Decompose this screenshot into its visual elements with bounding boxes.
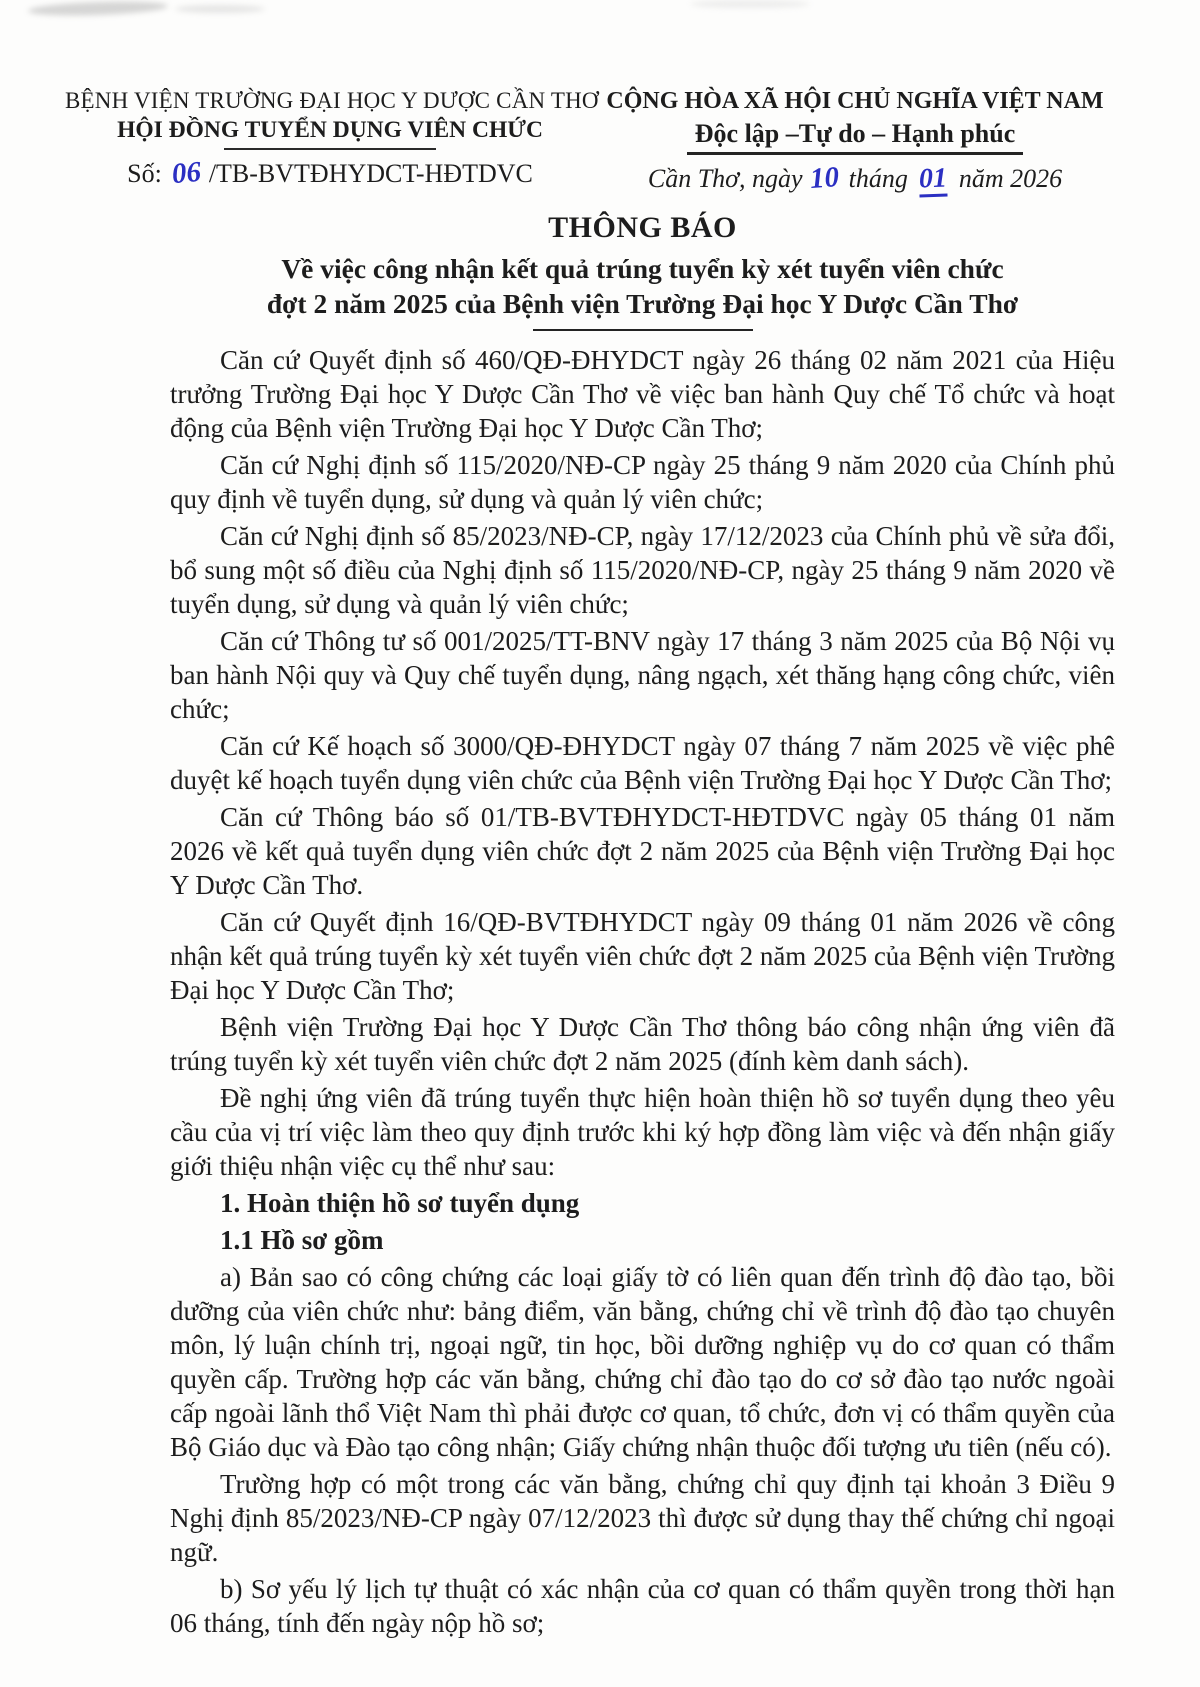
national-motto: Độc lập –Tự do – Hạnh phúc bbox=[687, 119, 1023, 155]
body-paragraph: Căn cứ Thông báo số 01/TB-BVTĐHYDCT-HĐTDVC ngày 05 tháng 01 năm 2026 về kết quả tuyển dụng viên chức đợt 2 năm 2025 của Bệnh viện Trường Đại học Y Dược Cần Thơ. bbox=[170, 802, 1115, 900]
document-header bbox=[65, 88, 1115, 197]
body-paragraph: Bệnh viện Trường Đại học Y Dược Cần Thơ thông báo công nhận ứng viên đã trúng tuyển kỳ xét tuyển viên chức đợt 2 năm 2025 (đính kèm danh sách). bbox=[170, 1012, 1115, 1076]
body-paragraph: a) Bản sao có công chứng các loại giấy tờ có liên quan đến trình độ đào tạo, bồi dưỡng của viên chức như: bảng điểm, văn bằng, chứng chỉ về trình độ đào tạo chuyên môn, lý luận chính trị, ngoại ngữ, tin học, bồi dưỡng nghiệp vụ do cơ quan có thẩm quyền cấp. Trường hợp các văn bằng, chứng chỉ đào tạo do cơ sở đào tạo nước ngoài cấp ngoài lãnh thổ Việt Nam thì phải được cơ quan, tổ chức, đơn vị có thẩm quyền của Bộ Giáo dục và Đào tạo công nhận; Giấy chứng nhận thuộc đối tượng ưu tiên (nếu có). bbox=[170, 1262, 1115, 1462]
handwritten-day: 10 bbox=[808, 161, 841, 195]
month-label: tháng bbox=[848, 164, 908, 193]
document-body bbox=[170, 343, 1115, 1640]
body-paragraph: Căn cứ Nghị định số 85/2023/NĐ-CP, ngày 17/12/2023 của Chính phủ về sửa đổi, bổ sung một số điều của Nghị định số 115/2020/NĐ-CP, ngày 25 tháng 9 năm 2020 về tuyển dụng, sử dụng và quản lý viên chức; bbox=[170, 521, 1115, 619]
scan-smudge bbox=[28, 0, 168, 17]
national-header-block bbox=[595, 88, 1115, 197]
body-paragraph: Căn cứ Quyết định số 460/QĐ-ĐHYDCT ngày 26 tháng 02 năm 2021 của Hiệu trưởng Trường Đại học Y Dược Cần Thơ về việc ban hành Quy chế Tổ chức và hoạt động của Bệnh viện Trường Đại học Y Dược Cần Thơ; bbox=[170, 345, 1115, 443]
body-paragraph: Căn cứ Kế hoạch số 3000/QĐ-ĐHYDCT ngày 07 tháng 7 năm 2025 về việc phê duyệt kế hoạch tuyển dụng viên chức của Bệnh viện Trường Đại học Y Dược Cần Thơ; bbox=[170, 731, 1115, 795]
document-subtitle-line1: Về việc công nhận kết quả trúng tuyển kỳ xét tuyển viên chức bbox=[281, 253, 1004, 284]
body-paragraph: b) Sơ yếu lý lịch tự thuật có xác nhận của cơ quan có thẩm quyền trong thời hạn 06 tháng, tính đến ngày nộp hồ sơ; bbox=[170, 1574, 1115, 1638]
handwritten-document-number: 06 bbox=[170, 155, 203, 191]
document-subtitle bbox=[170, 251, 1115, 321]
section-heading-1-1: 1.1 Hồ sơ gồm bbox=[220, 1225, 384, 1255]
year-label: năm 2026 bbox=[958, 164, 1063, 193]
issuing-council-name: HỘI ĐỒNG TUYỂN DỤNG VIÊN CHỨC bbox=[117, 117, 543, 143]
body-paragraph: Trường hợp có một trong các văn bằng, chứng chỉ quy định tại khoản 3 Điều 9 Nghị định 85/2023/NĐ-CP ngày 07/12/2023 thì được sử dụng thay thế chứng chỉ ngoại ngữ. bbox=[170, 1469, 1115, 1567]
place-date-prefix: Cần Thơ, ngày bbox=[647, 164, 803, 193]
parent-organization-name: BỆNH VIỆN TRƯỜNG ĐẠI HỌC Y DƯỢC CẦN THƠ bbox=[65, 88, 599, 113]
section-heading-1: 1. Hoàn thiện hồ sơ tuyển dụng bbox=[220, 1188, 580, 1218]
handwritten-month: 01 bbox=[919, 165, 948, 198]
body-paragraph: Căn cứ Quyết định 16/QĐ-BVTĐHYDCT ngày 09 tháng 01 năm 2026 về công nhận kết quả trúng tuyển kỳ xét tuyển viên chức đợt 2 năm 2025 của Bệnh viện Trường Đại học Y Dược Cần Thơ; bbox=[170, 907, 1115, 1005]
body-paragraph: Căn cứ Nghị định số 115/2020/NĐ-CP ngày 25 tháng 9 năm 2020 của Chính phủ quy định về tuyển dụng, sử dụng và quản lý viên chức; bbox=[170, 450, 1115, 514]
document-number-line bbox=[65, 157, 595, 190]
document-title-block bbox=[170, 211, 1115, 331]
header-divider-rule bbox=[224, 148, 436, 150]
place-date-line bbox=[595, 161, 1115, 197]
national-title: CỘNG HÒA XÃ HỘI CHỦ NGHĨA VIỆT NAM bbox=[606, 88, 1104, 114]
title-divider-rule bbox=[533, 329, 753, 331]
scan-smudge bbox=[175, 5, 265, 13]
scan-smudge bbox=[690, 0, 810, 8]
body-paragraph: Đề nghị ứng viên đã trúng tuyển thực hiện hoàn thiện hồ sơ tuyển dụng theo yêu cầu của vị trí việc làm theo quy định trước khi ký hợp đồng làm việc và đến nhận giấy giới thiệu nhận việc cụ thể như sau: bbox=[170, 1083, 1115, 1181]
document-subtitle-line2: đợt 2 năm 2025 của Bệnh viện Trường Đại học Y Dược Cần Thơ bbox=[266, 288, 1019, 319]
body-paragraph: Căn cứ Thông tư số 001/2025/TT-BNV ngày 17 tháng 3 năm 2025 của Bộ Nội vụ ban hành Nội quy và Quy chế tuyển dụng, nâng ngạch, xét thăng hạng công chức, viên chức; bbox=[170, 626, 1115, 724]
document-number-code: /TB-BVTĐHYDCT-HĐTDVC bbox=[208, 159, 533, 188]
document-number-label: Số: bbox=[127, 159, 162, 188]
issuer-block bbox=[65, 88, 599, 197]
document-title: THÔNG BÁO bbox=[548, 211, 737, 244]
